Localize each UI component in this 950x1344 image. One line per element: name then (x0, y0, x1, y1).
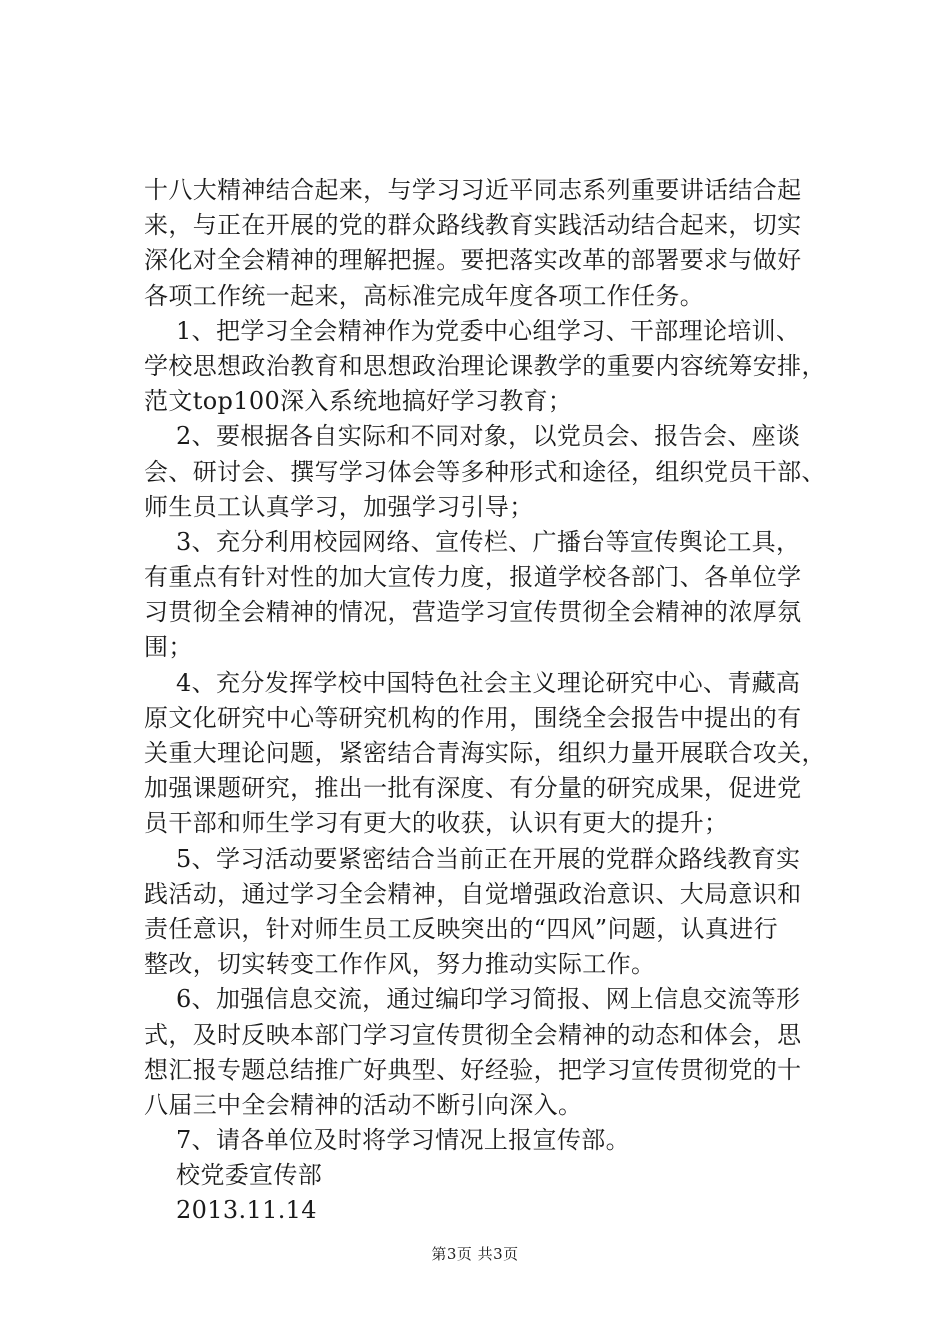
text-line: 原文化研究中心等研究机构的作用，围绕全会报告中提出的有 (144, 703, 802, 732)
text-line: 各项工作统一起来，高标准完成年度各项工作任务。 (144, 281, 705, 310)
signature-department: 校党委宣传部 (176, 1161, 323, 1190)
text-line: 学校思想政治教育和思想政治理论课教学的重要内容统筹安排， (144, 351, 826, 380)
text-line: 十八大精神结合起来，与学习习近平同志系列重要讲话结合起 (144, 176, 802, 204)
text-line: 式，及时反映本部门学习宣传贯彻全会精神的动态和体会，思 (144, 1020, 802, 1049)
text-line: 习贯彻全会精神的情况，营造学习宣传贯彻全会精神的浓厚氛 (144, 598, 802, 627)
paragraph-1-start: 1、把学习全会精神作为党委中心组学习、干部理论培训、 (176, 316, 801, 345)
text-line: 深化对全会精神的理解把握。要把落实改革的部署要求与做好 (144, 246, 802, 275)
paragraph-2-start: 2、要根据各自实际和不同对象，以党员会、报告会、座谈 (176, 422, 801, 451)
text-line: 想汇报专题总结推广好典型、好经验，把学习宣传贯彻党的十 (144, 1055, 802, 1084)
page-number-footer: 第3页 共3页 (431, 1245, 519, 1263)
signature-date: 2013.11.14 (176, 1196, 317, 1225)
document-body (144, 173, 824, 1229)
text-line: 加强课题研究，推出一批有深度、有分量的研究成果，促进党 (144, 774, 802, 803)
paragraph-4-start: 4、充分发挥学校中国特色社会主义理论研究中心、青藏高 (176, 668, 801, 697)
paragraph-6-start: 6、加强信息交流，通过编印学习简报、网上信息交流等形 (176, 985, 801, 1014)
text-line: 来，与正在开展的党的群众路线教育实践活动结合起来，切实 (144, 211, 802, 240)
text-line: 师生员工认真学习，加强学习引导； (144, 492, 534, 521)
text-line: 八届三中全会精神的活动不断引向深入。 (144, 1090, 583, 1119)
text-line: 关重大理论问题，紧密结合青海实际，组织力量开展联合攻关， (144, 739, 826, 767)
text-line: 员干部和师生学习有更大的收获，认识有更大的提升； (144, 809, 729, 838)
text-line: 会、研讨会、撰写学习体会等多种形式和途径，组织党员干部、 (144, 457, 826, 486)
text-line: 责任意识，针对师生员工反映突出的“四风”问题，认真进行 (144, 914, 778, 943)
text-line: 范文top100深入系统地搞好学习教育； (144, 387, 573, 416)
paragraph-5-start: 5、学习活动要紧密结合当前正在开展的党群众路线教育实 (176, 844, 801, 873)
text-line: 围； (144, 633, 193, 662)
text-line: 有重点有针对性的加大宣传力度，报道学校各部门、各单位学 (144, 563, 802, 592)
paragraph-3-start: 3、充分利用校园网络、宣传栏、广播台等宣传舆论工具， (176, 527, 801, 556)
text-line: 整改，切实转变工作作风，努力推动实际工作。 (144, 950, 656, 979)
paragraph-7: 7、请各单位及时将学习情况上报宣传部。 (176, 1126, 630, 1155)
text-line: 践活动，通过学习全会精神，自觉增强政治意识、大局意识和 (144, 879, 802, 908)
